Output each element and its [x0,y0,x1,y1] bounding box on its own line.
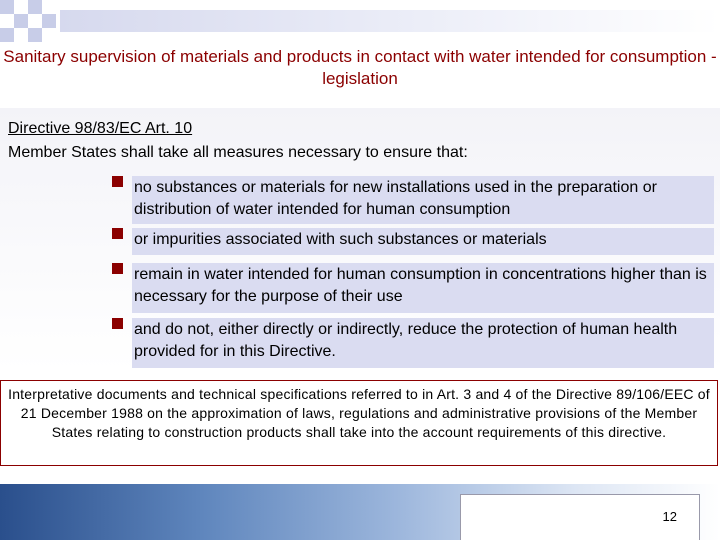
intro-text: Member States shall take all measures necessary to ensure that: [8,144,468,161]
directive-reference: Directive 98/83/EC Art. 10 [8,120,193,137]
interpretative-note: Interpretative documents and technical specifications referred to in Art. 3 and 4 of the Directive 89/106/EEC of 21 December 1988 on the approximation of laws, regulations and administrative provisions of the Member States relating to construction products shall take into the account requirements of this directive. [8,386,710,440]
header-bar [60,10,720,32]
bullet-text: and do not, either directly or indirectly, reduce the protection of human health provided for in this Directive. [132,318,714,368]
slide-title: Sanitary supervision of materials and products in contact with water intended for consumption - legislation [3,47,717,88]
page-number-box [460,494,700,540]
interpretative-note-box [0,380,718,466]
bullet-square-icon [112,318,123,329]
bullet-square-icon [112,228,123,239]
bullet-text: no substances or materials for new installations used in the preparation or distribution of water intended for human consumption [132,176,714,224]
bullet-text: or impurities associated with such substances or materials [132,228,714,255]
bullet-square-icon [112,263,123,274]
corner-checker-decoration [0,0,56,42]
bullet-square-icon [112,176,123,187]
page-number: 12 [662,509,677,524]
bullet-text: remain in water intended for human consumption in concentrations higher than is necessary for the purpose of their use [132,263,714,313]
